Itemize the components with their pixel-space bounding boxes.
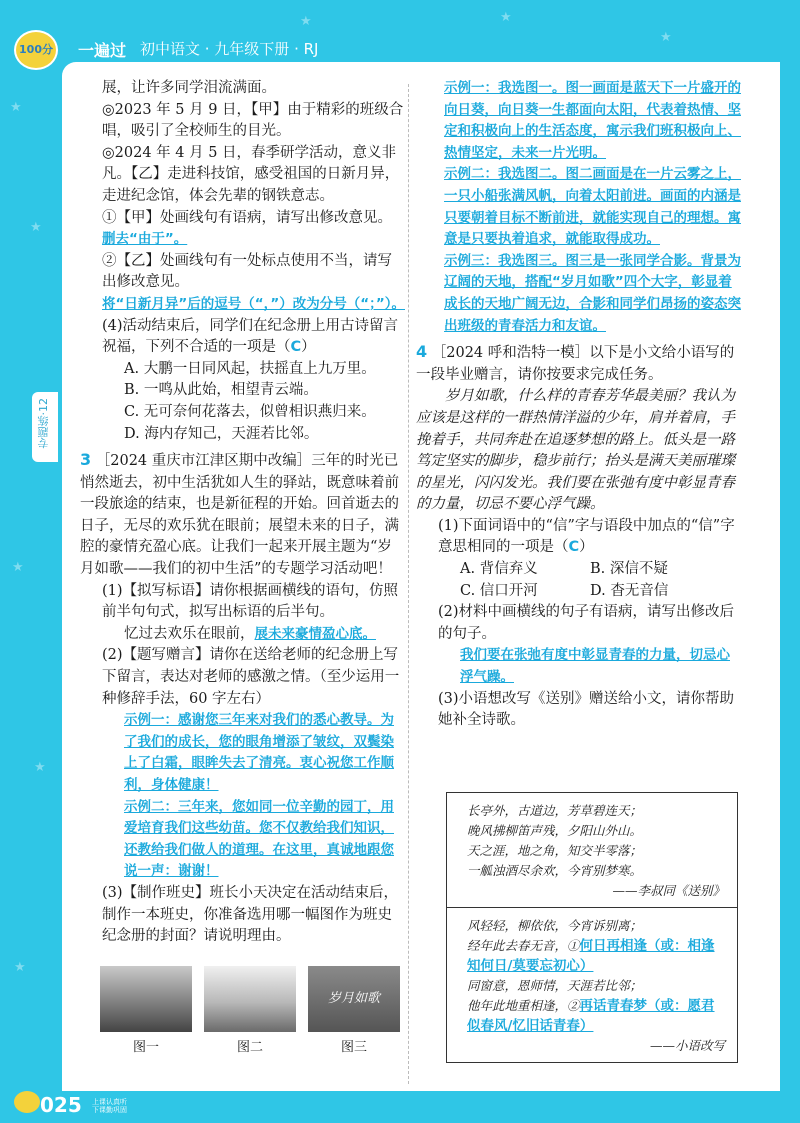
sub-question: (1)【拟写标语】请你根据画横线的语句，仿照前半句句式，拟写出标语的后半句。 (102, 582, 399, 621)
sub-question: (4)活动结束后，同学们在纪念册上用古诗留言祝福，下列不合适的一项是（C） (102, 317, 399, 356)
poem-line: 经年此去春无音，①何日再相逢（或：相逢知何日/莫要忘初心） (467, 938, 715, 974)
poem-source: ——小语改写 (649, 1038, 725, 1053)
original-poem (447, 793, 737, 907)
star-decoration: ★ (34, 760, 46, 775)
answer-text: 删去“由于”。 (102, 231, 188, 248)
option-row (416, 581, 742, 603)
image-caption: 图三 (340, 1040, 367, 1055)
option-item: A. 背信弃义 (460, 561, 538, 578)
text-line: ◎2024 年 4 月 5 日，春季研学活动，意义非凡。【乙】走进科技馆，感受祖国的日新月异，走进纪念馆，体会先辈的钢铁意志。 (102, 144, 400, 204)
right-column (416, 78, 742, 732)
page-number: 025 (40, 1093, 82, 1117)
option-item: C. 信口开河 (460, 582, 538, 599)
image-options (100, 966, 400, 1056)
star-decoration: ★ (300, 14, 312, 29)
left-column (80, 78, 406, 948)
poem-line: 同窗意，恩师情，天涯若比邻； (467, 978, 643, 993)
poem-source: ——李叔同《送别》 (612, 883, 725, 898)
option-item: C. 无可奈何花落去，似曾相识燕归来。 (124, 403, 376, 420)
sub-question: (2)材料中画横线的句子有语病，请写出修改后的句子。 (438, 604, 735, 642)
star-decoration: ★ (12, 560, 24, 575)
right-frame (780, 0, 800, 1123)
answer-text: 展未来豪情盈心底。 (254, 625, 376, 642)
book-title: 初中语文 · 九年级下册 · RJ (140, 40, 319, 58)
poem-line: 晚风拂柳笛声残，夕阳山外山。 (467, 823, 643, 838)
poem-line: 一觚浊酒尽余欢，今宵别梦寒。 (467, 863, 643, 878)
poem-box (446, 792, 738, 1063)
poem-line: 天之涯，地之角，知交半零落； (467, 843, 643, 858)
star-decoration: ★ (10, 100, 22, 115)
option-item: A. 大鹏一日同风起，扶摇直上九万里。 (124, 360, 376, 377)
footer-slogan: 上课认真听 下课勤巩固 (92, 1098, 127, 1114)
text-line: ◎2023 年 5 月 9 日，【甲】由于精彩的班级合唱，吸引了全校师生的目光。 (102, 101, 404, 140)
footer-logo (14, 1091, 40, 1113)
brand-name: 一遍过 (78, 41, 127, 60)
question-4: 4 ［2024 呼和浩特一模］以下是小文给小语写的一段毕业赠言，请你按要求完成任务。 (416, 342, 735, 383)
question-3: 3 ［2024 重庆市江津区期中改编］三年的时光已悄然逝去，初中生活犹如人生的驿站，既意味着前一段旅途的结束，也是新征程的开始。回首逝去的日子，无尽的欢乐犹在眼前；展望未来的日子，满腔的豪情充盈心底。让我们一起来开展主题为“岁月如歌——我们的初中生活”的专题学习活动吧！ (80, 450, 399, 578)
image-caption: 图二 (236, 1040, 263, 1055)
poem-line: 长亭外，古道边，芳草碧连天； (467, 803, 643, 818)
group-photo-image: 岁月如歌 (308, 966, 400, 1032)
column-divider (408, 84, 409, 1084)
sub-question: ②【乙】处画线句有一处标点使用不当，请写出修改意见。 (102, 252, 392, 291)
answer-text: 再话青春梦（或：愿君似春风/忆旧话青春） (467, 998, 715, 1034)
poem-line: 他年此地重相逢，②再话青春梦（或：愿君似春风/忆旧话青春） (467, 998, 715, 1034)
option-item: B. 一鸣从此始，相望青云端。 (124, 382, 318, 399)
answer-text: 示例三：我选图三。图三是一张同学合影。背景为辽阔的天地，搭配“岁月如歌”四个大字，彰显着成长的天地广阔无边，合影和同学们昂扬的姿态突出班级的青春活力和友谊。 (444, 252, 741, 334)
option-item: D. 杳无音信 (590, 582, 669, 599)
answer-text: 我们要在张弛有度中彰显青春的力量，切忌心浮气躁。 (460, 647, 730, 686)
left-frame (0, 0, 62, 1123)
answer-text: 何日再相逢（或：相逢知何日/莫要忘初心） (467, 938, 715, 974)
rewritten-poem (447, 907, 737, 1062)
option-item: D. 海内存知己，天涯若比邻。 (124, 425, 319, 442)
sub-question: (3)小语想改写《送别》赠送给小文，请你帮助她补全诗歌。 (438, 690, 735, 729)
answer-text: 示例一：感谢您三年来对我们的悉心教导。为了我们的成长，您的眼角增添了皱纹，双鬓染上了白霜，眼眸失去了清亮。衷心祝您工作顺利，身体健康！ (124, 712, 394, 793)
star-decoration: ★ (500, 10, 512, 25)
answer-text: 示例二：三年来，您如同一位辛勤的园丁，用爱培育我们这些幼苗。您不仅教给我们知识，还教给我们做人的道理。在这里，真诚地跟您说一声：谢谢！ (124, 798, 394, 880)
sailboat-image (204, 966, 296, 1032)
poem-line: 风轻轻，柳依依，今宵诉别离； (467, 918, 643, 933)
answer-text: 示例二：我选图二。图二画面是在一片云雾之上，一只小船张满风帆，向着太阳前进。画面的内涵是只要朝着目标不断前进，就能实现自己的理想。寓意是只要执着追求，就能取得成功。 (444, 166, 741, 248)
option-item: B. 深信不疑 (590, 561, 668, 578)
star-decoration: ★ (660, 30, 672, 45)
sub-question: (3)【制作班史】班长小天决定在活动结束后，制作一本班史，你准备选用哪一幅图作为班史纪念册的封面？请说明理由。 (102, 884, 399, 945)
question-number: 4 (416, 342, 428, 362)
question-number: 3 (80, 450, 92, 470)
choice-answer: C (568, 539, 580, 556)
sub-question: (2)【题写赠言】请你在送给老师的纪念册上写下留言，表达对老师的感激之情。（至少运用一种修辞手法，60 字左右） (102, 647, 400, 707)
option-row (416, 559, 742, 581)
star-decoration: ★ (14, 960, 26, 975)
brand-logo: 100分 (14, 30, 58, 70)
choice-answer: C (290, 339, 302, 356)
passage-text: 岁月如歌，什么样的青春芳华最美丽？我认为应该是这样的一群热情洋溢的少年，肩并着肩，手挽着手，共同奔赴在追逐梦想的路上。低头是一路笃定坚实的脚步，稳步前行；抬头是满天美丽璀璨的星光，闪闪发光。我们要在张弛有度中彰显青春的力量，切忌不要心浮气躁。 (416, 388, 735, 513)
answer-text: 示例一：我选图一。图一画面是蓝天下一片盛开的向日葵，向日葵一生都面向太阳，代表着热情、坚定和积极向上的生活态度，寓示我们班积极向上、热情坚定，未来一片光明。 (444, 80, 741, 161)
star-decoration: ★ (30, 220, 42, 235)
text-line: 展，让许多同学泪流满面。 (102, 80, 276, 96)
image-caption: 图一 (132, 1040, 159, 1055)
sub-question: (1)下面词语中的“信”字与语段中加点的“信”字意思相同的一项是（C） (438, 517, 735, 556)
sunflower-image (100, 966, 192, 1032)
answer-text: 将“日新月异”后的逗号（“，”）改为分号（“；”）。 (102, 295, 405, 312)
sub-question: ①【甲】处画线句有语病，请写出修改意见。 (102, 209, 392, 226)
section-tab-label: 专题练·12 (37, 398, 50, 449)
slogan-line: 忆过去欢乐在眼前，展未来豪情盈心底。 (124, 625, 376, 642)
